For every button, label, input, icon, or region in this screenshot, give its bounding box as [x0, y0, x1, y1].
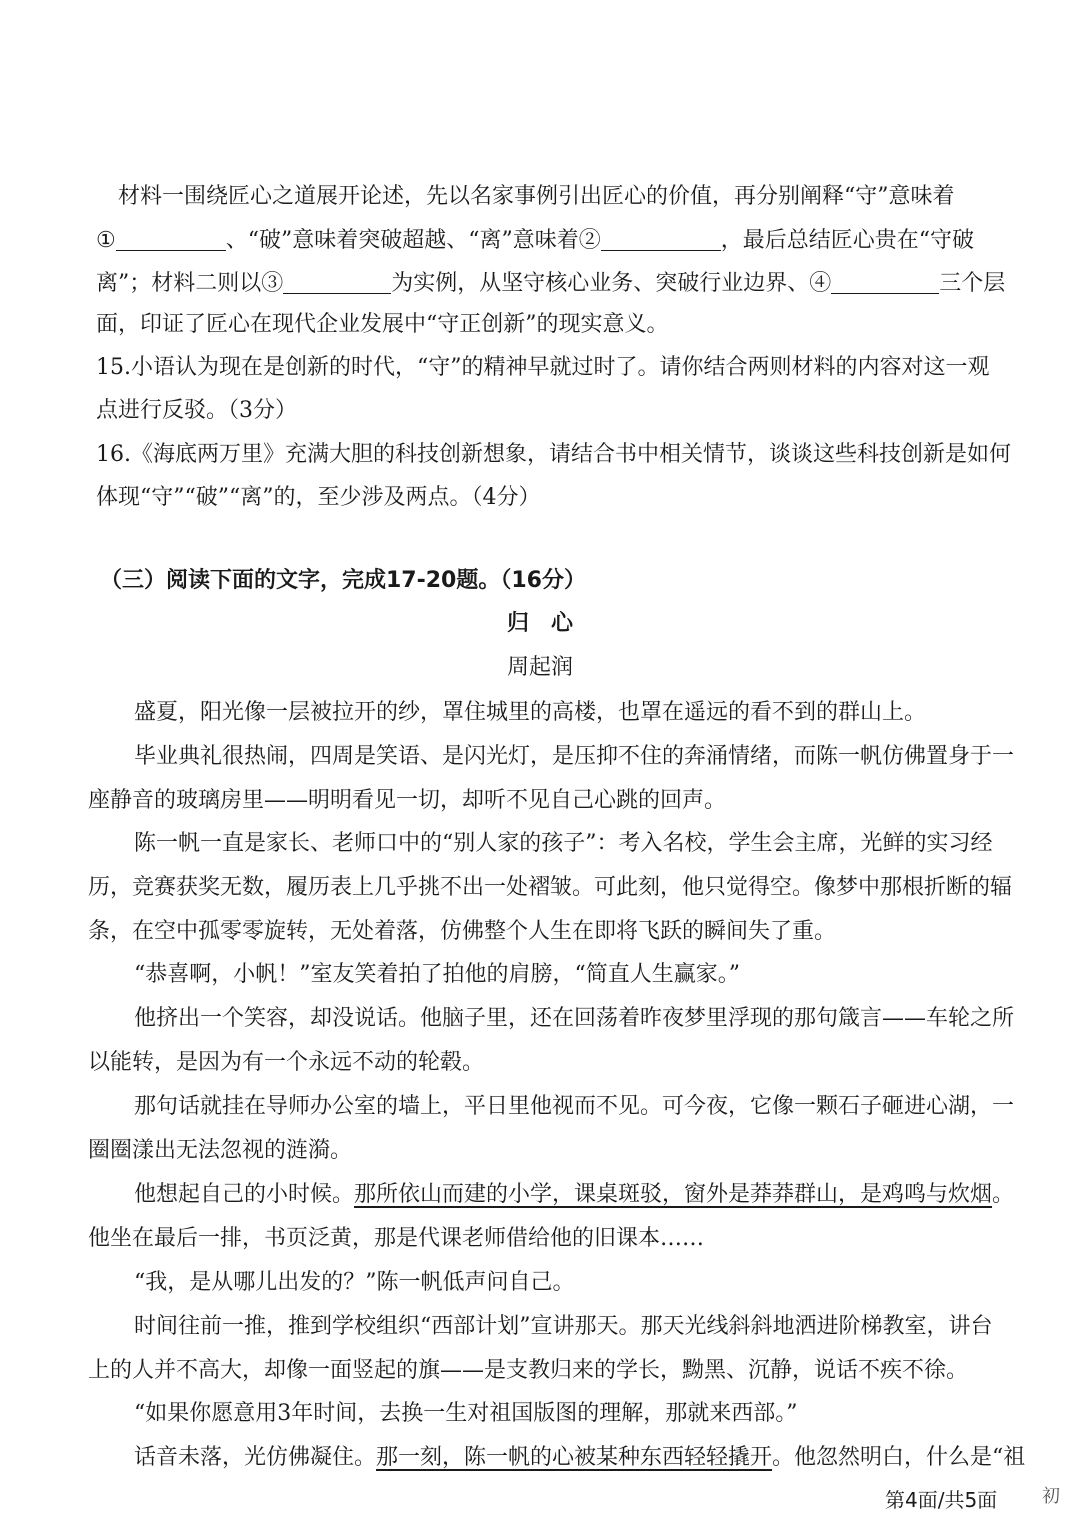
fill-blank-1[interactable]	[116, 228, 226, 251]
story-paragraph-10: “如果你愿意用3年时间，去换一生对祖国版图的理解，那就来西部。”	[134, 1401, 798, 1426]
summary-text: 离”；材料二则以③	[96, 271, 284, 296]
story-paragraph-3-line-2: 历，竞赛获奖无数，履历表上几乎挑不出一处褶皱。可此刻，他只觉得空。像梦中那根折断的辐	[88, 875, 1013, 900]
summary-text: 三个层	[939, 271, 1006, 296]
section-heading: （三）阅读下面的文字，完成17-20题。（16分）	[100, 568, 586, 593]
story-paragraph-2-line-1: 毕业典礼很热闹，四周是笑语、是闪光灯，是压抑不住的奔涌情绪，而陈一帆仿佛置身于一	[134, 744, 1015, 769]
story-paragraph-3-line-1: 陈一帆一直是家长、老师口中的“别人家的孩子”：考入名校，学生会主席，光鲜的实习经	[134, 831, 993, 856]
fill-blank-3[interactable]	[283, 271, 391, 294]
fill-blank-4[interactable]	[831, 271, 939, 294]
story-paragraph-6-line-1: 那句话就挂在导师办公室的墙上，平日里他视而不见。可今夜，它像一颗石子砸进心湖，一	[134, 1094, 1015, 1119]
fill-blank-2[interactable]	[601, 228, 721, 251]
story-paragraph-7-line-2: 他坐在最后一排，书页泛黄，那是代课老师借给他的旧课本……	[88, 1226, 705, 1251]
story-paragraph-5-line-1: 他挤出一个笑容，却没说话。他脑子里，还在回荡着昨夜梦里浮现的那句箴言——车轮之所	[134, 1006, 1015, 1031]
blank-label-1: ①	[96, 228, 116, 253]
corner-mark: 初	[1042, 1486, 1060, 1507]
story-paragraph-3-line-3: 条，在空中孤零零旋转，无处着落，仿佛整个人生在即将飞跃的瞬间失了重。	[88, 919, 837, 944]
summary-text: ，最后总结匠心贵在“守破	[720, 228, 974, 253]
summary-line-3	[96, 271, 1005, 295]
summary-text: 为实例，从坚守核心业务、突破行业边界、④	[391, 271, 832, 296]
summary-text: 、“破”意味着突破超越、“离”意味着②	[225, 228, 601, 253]
summary-line-1: 材料一围绕匠心之道展开论述，先以名家事例引出匠心的价值，再分别阐释“守”意味着	[118, 184, 955, 209]
story-paragraph-6-line-2: 圈圈漾出无法忽视的涟漪。	[88, 1138, 353, 1163]
story-author: 周起润	[506, 655, 573, 680]
question-16-line-1: 16.《海底两万里》充满大胆的科技创新想象，请结合书中相关情节，谈谈这些科技创新是如何	[96, 442, 1011, 467]
story-paragraph-11	[134, 1447, 1025, 1469]
story-title: 归 心	[506, 611, 573, 636]
story-paragraph-7-line-1	[134, 1184, 1014, 1206]
story-text: 他想起自己的小时候。	[134, 1182, 355, 1207]
summary-line-2	[96, 228, 974, 252]
summary-line-4: 面，印证了匠心在现代企业发展中“守正创新”的现实意义。	[96, 312, 669, 337]
story-paragraph-9-line-2: 上的人并不高大，却像一面竖起的旗——是支教归来的学长，黝黑、沉静，说话不疾不徐。	[88, 1358, 969, 1383]
question-15-line-2: 点进行反驳。（3分）	[96, 398, 297, 423]
story-paragraph-8: “我，是从哪儿出发的？”陈一帆低声问自己。	[134, 1270, 575, 1295]
question-16-line-2: 体现“守”“破”“离”的，至少涉及两点。（4分）	[96, 485, 541, 510]
underlined-sentence-2: 那一刻，陈一帆的心被某种东西轻轻撬开	[376, 1445, 773, 1470]
story-paragraph-1: 盛夏，阳光像一层被拉开的纱，罩住城里的高楼，也罩在遥远的看不到的群山上。	[134, 700, 927, 725]
story-paragraph-2-line-2: 座静音的玻璃房里——明明看见一切，却听不见自己心跳的回声。	[88, 788, 727, 813]
question-15-line-1: 15.小语认为现在是创新的时代，“守”的精神早就过时了。请你结合两则材料的内容对这一观	[96, 355, 990, 380]
underlined-sentence-1: 那所依山而建的小学，课桌斑驳，窗外是莽莽群山，是鸡鸣与炊烟	[354, 1182, 993, 1207]
story-paragraph-4: “恭喜啊，小帆！”室友笑着拍了拍他的肩膀，“简直人生赢家。”	[134, 962, 740, 987]
page-number: 第4面/共5面	[885, 1488, 998, 1512]
story-text: 。他忽然明白，什么是“祖	[772, 1445, 1026, 1470]
story-paragraph-9-line-1: 时间往前一推，推到学校组织“西部计划”宣讲那天。那天光线斜斜地洒进阶梯教室，讲台	[134, 1314, 993, 1339]
story-text: 话音未落，光仿佛凝住。	[134, 1445, 377, 1470]
story-paragraph-5-line-2: 以能转，是因为有一个永远不动的轮毂。	[88, 1050, 485, 1075]
story-text: 。	[992, 1182, 1015, 1207]
